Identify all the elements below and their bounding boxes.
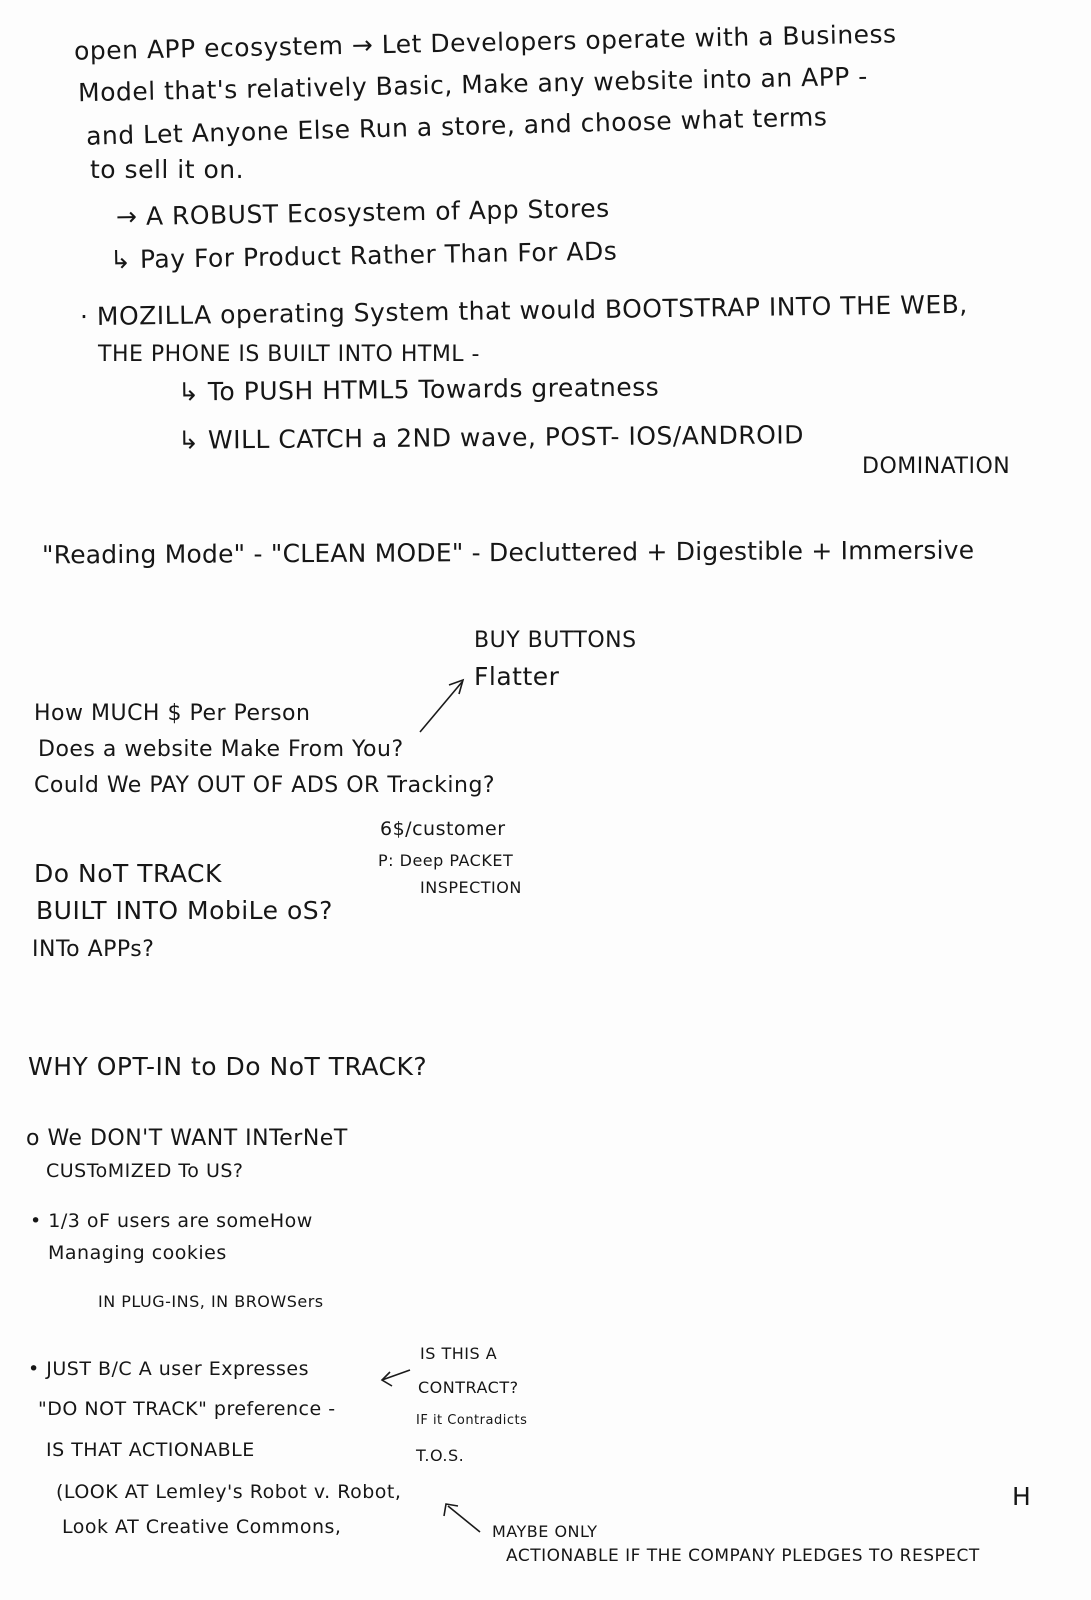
- side-note: INSPECTION: [420, 878, 522, 897]
- sub-point: ↳ WILL CATCH a 2ND wave, POST- IOS/ANDROID: [177, 420, 805, 455]
- side-note: ACTIONABLE IF THE COMPANY PLEDGES TO RESPECT: [506, 1546, 980, 1566]
- arrow-to-maybe: [448, 1506, 480, 1532]
- note-line: to sell it on.: [90, 155, 245, 184]
- note-line: · MOZILLA operating System that would BOOTSTRAP INTO THE WEB,: [79, 289, 968, 332]
- side-note: 6$/customer: [380, 818, 506, 840]
- note-line: Do NoT TRACK: [34, 859, 222, 888]
- bullet-line: "DO NOT TRACK" preference -: [38, 1398, 336, 1420]
- note-heading: "Reading Mode" - "CLEAN MODE" - Decluttered + Digestible + Immersive: [41, 535, 975, 570]
- note-line: Could We PAY OUT OF ADS OR Tracking?: [34, 773, 496, 798]
- note-line: Flatter: [474, 662, 560, 691]
- side-note: T.O.S.: [416, 1446, 465, 1465]
- note-line: open APP ecosystem → Let Developers operate with a Business: [73, 19, 897, 66]
- arrow-head-maybe: [444, 1504, 458, 1516]
- bullet-line: CUSToMIZED To US?: [46, 1160, 244, 1182]
- note-line: THE PHONE IS BUILT INTO HTML -: [98, 342, 480, 367]
- sub-point: ↳ Pay For Product Rather Than For ADs: [109, 236, 618, 275]
- note-line: BUILT INTO MobiLe oS?: [36, 896, 333, 925]
- arrow-to-buy-buttons: [420, 682, 462, 732]
- side-note: IS THIS A: [420, 1344, 498, 1363]
- note-line: How MUCH $ Per Person: [34, 701, 311, 726]
- note-line: Does a website Make From You?: [38, 737, 404, 762]
- arrow-head-contract: [382, 1372, 392, 1386]
- arrow-head-buy-buttons: [449, 680, 463, 694]
- note-heading: WHY OPT-IN to Do NoT TRACK?: [28, 1052, 428, 1081]
- sub-point: ↳ To PUSH HTML5 Towards greatness: [177, 372, 660, 407]
- arrow-to-contract: [382, 1370, 410, 1380]
- bullet-line: IS THAT ACTIONABLE: [46, 1439, 255, 1461]
- bullet-line: Look AT Creative Commons,: [62, 1516, 342, 1538]
- side-note: P: Deep PACKET: [378, 851, 514, 870]
- bullet-line: Managing cookies: [48, 1242, 227, 1264]
- bullet-line: o We DON'T WANT INTerNeT: [26, 1126, 348, 1151]
- bullet-line: IN PLUG-INS, IN BROWSers: [98, 1292, 324, 1311]
- bullet-line: (LOOK AT Lemley's Robot v. Robot,: [56, 1481, 402, 1503]
- note-line: and Let Anyone Else Run a store, and choose what terms: [85, 102, 828, 151]
- side-note: IF it Contradicts: [416, 1413, 528, 1428]
- note-line: BUY BUTTONS: [474, 628, 637, 653]
- page-mark: H: [1012, 1482, 1032, 1511]
- side-note: MAYBE ONLY: [492, 1522, 598, 1541]
- sub-point: → A ROBUST Ecosystem of App Stores: [115, 193, 610, 232]
- bullet-line: • JUST B/C A user Expresses: [28, 1358, 310, 1380]
- sub-point: DOMINATION: [862, 454, 1011, 479]
- bullet-line: • 1/3 oF users are someHow: [30, 1210, 313, 1232]
- note-line: INTo APPs?: [32, 937, 155, 962]
- note-line: Model that's relatively Basic, Make any website into an APP -: [77, 61, 869, 108]
- side-note: CONTRACT?: [418, 1378, 519, 1397]
